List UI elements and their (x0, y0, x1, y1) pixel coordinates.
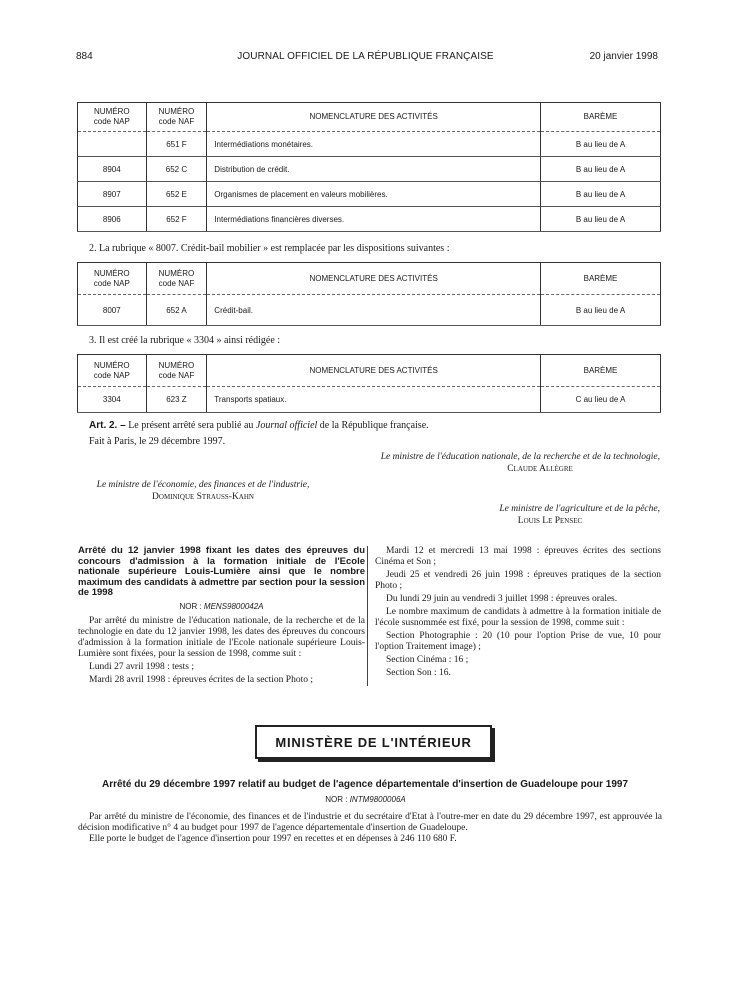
table-row (78, 157, 661, 182)
paragraph: Section Son : 16. (386, 668, 451, 678)
header-label: BARÈME (583, 365, 618, 375)
arrete-2-body (78, 812, 662, 845)
header-label: BARÈME (583, 273, 618, 283)
col-header-nomenclature (207, 103, 541, 132)
article-2-text-end: de la République française. (317, 420, 429, 431)
paragraph: Mardi 12 et mercredi 13 mai 1998 : épreuves écrites des sections Cinéma et Son ; (375, 546, 661, 567)
col-header-nomenclature (207, 263, 541, 295)
arrete-1-left-column (78, 546, 365, 688)
column-divider (367, 546, 368, 686)
paragraph: Mardi 28 avril 1998 : épreuves écrites de la section Photo ; (89, 674, 313, 685)
paragraph: Par arrêté du ministre de l'éducation nationale, de la recherche et de la technologie en date du 12 janvier 1998, les dates des épreuves du concours d'admission à la formation initiale de l'Ecole nationale supérieure Louis-Lumière sont fixées, pour la session de 1998, comme suit : (78, 615, 365, 659)
signature-title: Le ministre de l'agriculture et de la pêche, (499, 504, 660, 514)
header-label: BARÈME (583, 112, 618, 121)
nor-label: NOR : (179, 601, 204, 611)
col-header-naf (146, 355, 207, 387)
cell-bareme: B au lieu de A (541, 182, 661, 207)
cell-naf: 652 F (146, 207, 207, 232)
paragraph: Du lundi 29 juin au vendredi 3 juillet 1998 : épreuves orales. (386, 594, 618, 604)
arrete-1-right-paragraphs (375, 546, 661, 679)
article-2 (89, 420, 429, 432)
paragraph: Le nombre maximum de candidats à admettre à la formation initiale de l'école susnommée est fixé, pour la session de 1998, comme suit : (375, 607, 661, 628)
col-header-nomenclature (207, 355, 541, 387)
arrete-1-title: Arrêté du 12 janvier 1998 fixant les dates des épreuves du concours d'admission à la formation initiale de l'Ecole nationale supérieure Louis-Lumière ainsi que le nombre maximum des candidats à admettre par section pour la session de 1998 (78, 545, 365, 598)
signature-title: Le ministre de l'économie, des finances et de l'industrie, (96, 480, 310, 490)
col-header-naf (146, 263, 207, 295)
col-header-bareme (541, 355, 661, 387)
cell-nap: 8904 (78, 157, 147, 182)
cell-bareme: B au lieu de A (541, 132, 661, 157)
header-label: NUMÉRO code NAP (93, 360, 130, 380)
paragraph-3: 3. Il est créé la rubrique « 3304 » ainsi rédigée : (89, 335, 281, 346)
paragraph: Jeudi 25 et vendredi 26 juin 1998 : épreuves pratiques de la section Photo ; (375, 570, 661, 591)
cell-naf: 623 Z (146, 387, 207, 413)
paragraph: Section Cinéma : 16 ; (386, 655, 469, 665)
arrete-1-nor (78, 601, 365, 612)
arrete-1-right-column (375, 546, 661, 681)
cell-activity: Transports spatiaux. (207, 387, 541, 413)
nor-label: NOR : (325, 795, 350, 804)
article-2-text: Le présent arrêté sera publié au (125, 420, 256, 431)
nomenclature-table-3 (77, 354, 661, 413)
header-label: NUMÉRO code NAF (158, 107, 195, 126)
col-header-nap (78, 103, 147, 132)
nor-code: INTM9800006A (349, 795, 406, 804)
paragraph: Section Photographie : 20 (10 pour l'option Prise de vue, 10 pour l'option Traitement image) ; (375, 631, 661, 652)
col-header-naf (146, 103, 207, 132)
cell-bareme: B au lieu de A (541, 207, 661, 232)
cell-naf: 652 A (146, 295, 207, 326)
paragraph: Par arrêté du ministre de l'économie, des finances et de l'industrie et du secrétaire d'Etat à l'outre-mer en date du 29 décembre 1997, est approuvée la décision modificative n° 4 au budget pour 1997 de l'agence départementale d'insertion de Guadeloupe. (78, 812, 662, 833)
nomenclature-table-2 (77, 262, 661, 326)
col-header-nap (78, 263, 147, 295)
cell-nap: 8906 (78, 207, 147, 232)
cell-nap: 8907 (78, 182, 147, 207)
cell-activity: Crédit-bail. (207, 295, 541, 326)
header-label: NOMENCLATURE DES ACTIVITÉS (309, 365, 438, 375)
ministry-heading: MINISTÈRE DE L'INTÉRIEUR (255, 725, 492, 759)
cell-nap: 3304 (78, 387, 147, 413)
journal-officiel-ref: Journal officiel (255, 420, 318, 431)
cell-naf: 652 C (146, 157, 207, 182)
table-row (78, 387, 661, 413)
paragraph-2: 2. La rubrique « 8007. Crédit-bail mobilier » est remplacée par les dispositions suivantes : (89, 243, 450, 254)
cell-nap (78, 132, 147, 157)
table-row (78, 132, 661, 157)
signature-name: Claude Allègre (507, 464, 573, 474)
cell-bareme: B au lieu de A (541, 295, 661, 326)
signature-education (330, 451, 660, 475)
header-label: NOMENCLATURE DES ACTIVITÉS (309, 273, 438, 283)
cell-activity: Intermédiations monétaires. (207, 132, 541, 157)
signature-economie (78, 479, 328, 503)
nor-code: MENS9800042A (203, 601, 264, 611)
header-label: NUMÉRO code NAF (158, 360, 195, 380)
table-row (78, 207, 661, 232)
cell-bareme: B au lieu de A (541, 157, 661, 182)
fait-a-paris: Fait à Paris, le 29 décembre 1997. (89, 436, 226, 447)
table-row (78, 182, 661, 207)
signature-title: Le ministre de l'éducation nationale, de la recherche et de la technologie, (380, 452, 660, 462)
paragraph: Elle porte le budget de l'agence d'insertion pour 1997 en recettes et en dépenses à 246 110 680 F. (89, 834, 457, 844)
cell-bareme: C au lieu de A (541, 387, 661, 413)
issue-date: 20 janvier 1998 (589, 51, 658, 62)
cell-nap: 8007 (78, 295, 147, 326)
cell-activity: Intermédiations financières diverses. (207, 207, 541, 232)
signature-agriculture (440, 503, 660, 527)
signature-name: Dominique Strauss-Kahn (152, 492, 254, 502)
nomenclature-table-1 (77, 102, 661, 232)
signature-name: Louis Le Pensec (517, 516, 583, 526)
journal-title: JOURNAL OFFICIEL DE LA RÉPUBLIQUE FRANÇAISE (237, 51, 494, 62)
arrete-1-left-paragraphs (78, 616, 365, 686)
cell-naf: 652 E (146, 182, 207, 207)
col-header-nap (78, 355, 147, 387)
table-row (78, 295, 661, 326)
paragraph: Lundi 27 avril 1998 : tests ; (89, 661, 195, 672)
cell-naf: 651 F (146, 132, 207, 157)
header-label: NUMÉRO code NAP (93, 107, 130, 126)
article-2-label: Art. 2. – (89, 420, 126, 431)
header-label: NOMENCLATURE DES ACTIVITÉS (309, 112, 438, 121)
page-number: 884 (76, 51, 93, 62)
header-label: NUMÉRO code NAF (158, 268, 195, 288)
arrete-2-nor (0, 795, 731, 804)
cell-activity: Organismes de placement en valeurs mobilières. (207, 182, 541, 207)
header-label: NUMÉRO code NAP (93, 268, 130, 288)
col-header-bareme (541, 103, 661, 132)
col-header-bareme (541, 263, 661, 295)
cell-activity: Distribution de crédit. (207, 157, 541, 182)
arrete-2-title: Arrêté du 29 décembre 1997 relatif au budget de l'agence départementale d'insertion de Guadeloupe pour 1997 (101, 779, 629, 790)
